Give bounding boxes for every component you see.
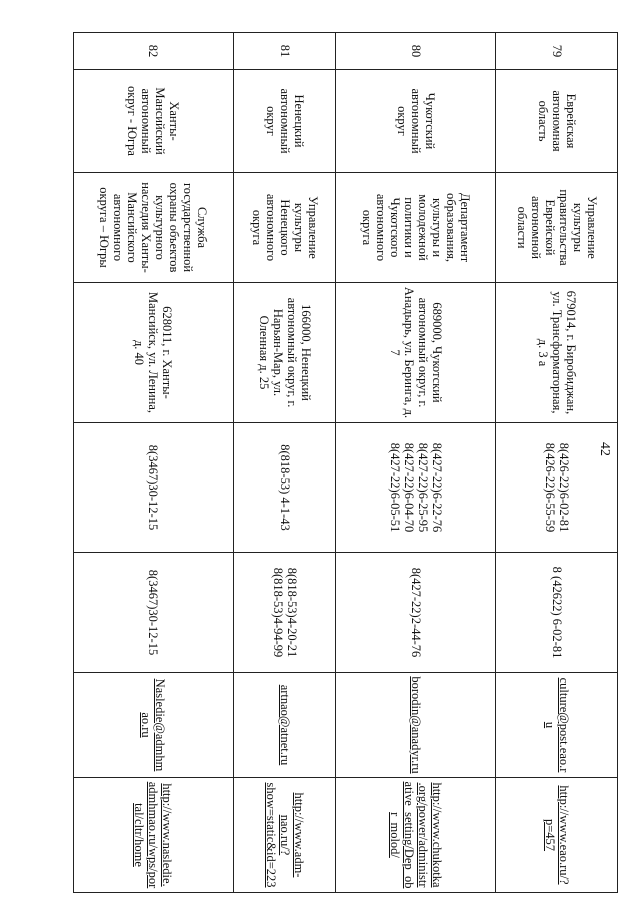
organization-cell: Департамент образования, культуры и молодежной политики и Чукотского автономного округа [336, 173, 496, 283]
website-cell [496, 778, 618, 893]
address-cell: 679014, г. Биробиджан, ул. Трансформаторная, д. 3 а [496, 283, 618, 423]
page-number: 42 [597, 442, 612, 456]
address-cell: 166000, Ненецкий автономный округ, г. Нарьян-Мар, ул. Оленная д. 25 [233, 283, 336, 423]
region-cell: Ненецкий автономный округ [233, 70, 336, 173]
fax-cell: 8 (42622) 6-02-81 [496, 553, 618, 673]
row-number: 79 [496, 33, 618, 70]
email-link[interactable]: culture@post.eao.ru [542, 677, 571, 773]
fax-cell: 8(818-53)4-20-21 8(818-53)4-94-99 [233, 553, 336, 673]
row-number: 81 [233, 33, 336, 70]
phone-number: 8(427-22)6-22-76 [429, 442, 444, 533]
phone-number: 8(427-22)6-04-70 [401, 442, 416, 533]
website-link[interactable]: http://www.adm-nao.ru/?show=static&id=223 [263, 782, 306, 888]
website-link[interactable]: http://www.chukotka.org/power/administrative_setting/Dep_obr_molod/ [387, 781, 444, 889]
website-cell [74, 778, 234, 893]
phone-number: 8(426-22)6-55-59 [542, 442, 557, 533]
address-cell: 689000, Чукотский автономный округ, г. Анадырь, ул. Беринга, д. 7 [336, 283, 496, 423]
organization-cell: Управление культуры правительства Еврейской автономной области [496, 173, 618, 283]
email-cell [496, 673, 618, 778]
phone-number: 8(426-22)6-02-81 [556, 442, 571, 533]
email-link[interactable]: Nasledie@admhmao.ru [139, 678, 168, 772]
phone-number: 8(427-22)6-25-95 [415, 442, 430, 533]
region-cell: Ханты-Мансийский автономный округ - Югра [74, 70, 234, 173]
email-link[interactable]: borodin@anadyr.ru [408, 676, 423, 774]
email-link[interactable]: artnao@atnet.ru [277, 684, 292, 766]
email-cell [233, 673, 336, 778]
phones-cell [233, 423, 336, 553]
address-cell: 628011, г. Ханты-Мансийск, ул. Ленина, д. 40 [74, 283, 234, 423]
phones-cell [336, 423, 496, 553]
phone-number: 8(818-53) 4-1-43 [277, 444, 292, 531]
phone-number: 8(427-22)6-05-51 [387, 442, 402, 533]
contacts-table [73, 32, 618, 893]
phones-cell [496, 423, 618, 553]
fax-cell: 8(3467)30-12-15 [74, 553, 234, 673]
website-cell [336, 778, 496, 893]
region-cell: Чукотский автономный округ [336, 70, 496, 173]
table-row [496, 33, 618, 893]
phone-number: 8(3467)30-12-15 [146, 444, 161, 531]
website-link[interactable]: http://www.nasledie.admhmao.ru/wps/portal/cltr/home [132, 781, 175, 889]
row-number: 80 [336, 33, 496, 70]
website-link[interactable]: http://www.eao.ru/?p=457 [542, 785, 571, 885]
organization-cell: Служба государственной охраны объектов культурного наследия Ханты-Мансийского автономного округа – Югры [74, 173, 234, 283]
email-cell [336, 673, 496, 778]
region-cell: Еврейская автономная область [496, 70, 618, 173]
email-cell [74, 673, 234, 778]
rotated-table-container [73, 32, 618, 892]
table-row [74, 33, 234, 893]
row-number: 82 [74, 33, 234, 70]
fax-cell: 8(427-22)2-44-76 [336, 553, 496, 673]
table-row [233, 33, 336, 893]
table-row [336, 33, 496, 893]
phones-cell [74, 423, 234, 553]
organization-cell: Управление культуры Ненецкого автономного округа [233, 173, 336, 283]
website-cell [233, 778, 336, 893]
